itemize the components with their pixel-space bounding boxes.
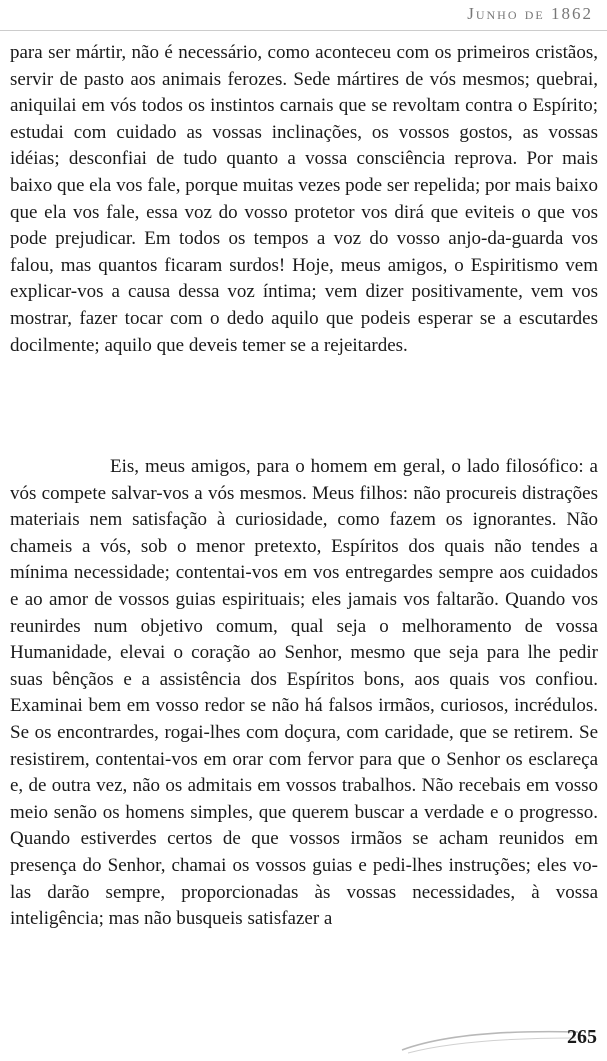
header-divider [0,30,607,31]
paragraph-text: para ser mártir, não é necessário, como aconteceu com os primeiros cristãos, servir de pasto aos animais ferozes. Sede mártires de vós mesmos; quebrai, aniquilai em vós todos os instintos carnais que se revoltam contra o Espírito; estudai com cuidado as vossas inclinações, os vossos gostos, as vossas idéias; desconfiai de tudo quanto a vossa consciência reprova. Por mais baixo que ela vos fale, porque muitas vezes pode ser repelida; por mais baixo que ela vos fale, essa voz do vosso protetor vos dirá que eviteis o que vos pode prejudicar. Em todos os tempos a voz do vosso anjo-da-guarda vos falou, mas quantos ficaram surdos! Hoje, meus amigos, o Espiritismo vem explicar-vos a causa dessa voz íntima; vem dizer positivamente, vem vos mostrar, fazer tocar com o dedo aquilo que podeis esperar se a escutardes docilmente; aquilo que deveis temer se a rejeitardes. [10,42,598,356]
body-paragraph-1 [10,40,598,359]
footer-swoosh-ornament [400,1026,580,1056]
paragraph-text: Eis, meus amigos, para o homem em geral, o lado filosófico: a vós compete salvar-vos a vós mesmos. Meus filhos: não procureis distrações materiais nem satisfação à curiosidade, como fazem os ignorantes. Não chameis a vós, sob o menor pretexto, Espíritos dos quais não tendes a mínima necessidade; contentai-vos em vos entregardes sempre aos cuidados e ao amor de vossos guias espirituais; eles jamais vos faltarão. Quando vos reunirdes num objetivo comum, qual seja o melhoramento de vossa Humanidade, elevai o coração ao Senhor, mesmo que seja para lhe pedir suas bênçãos e a assistência dos Espíritos bons, aos quais vos confiou. Examinai bem em vosso redor se não há falsos irmãos, curiosos, incrédulos. Se os encontrardes, rogai-lhes com doçura, com caridade, que se retirem. Se resistirem, contentai-vos em orar com fervor para que o Senhor os esclareça e, de outra vez, não os admitais em vossos trabalhos. Não recebais em vosso meio senão os homens simples, que querem buscar a verdade e o progresso. Quando estiverdes certos de que vossos irmãos se acham reunidos em presença do Senhor, chamai os vossos guias e pedi-lhes instruções; eles vo-las darão sempre, proporcionadas às vossas necessidades, à vossa inteligência; mas não busqueis satisfazer a [10,456,598,930]
page-number: 265 [567,1026,597,1048]
running-header: Junho de 1862 [467,4,593,23]
body-paragraph-2 [10,454,598,933]
